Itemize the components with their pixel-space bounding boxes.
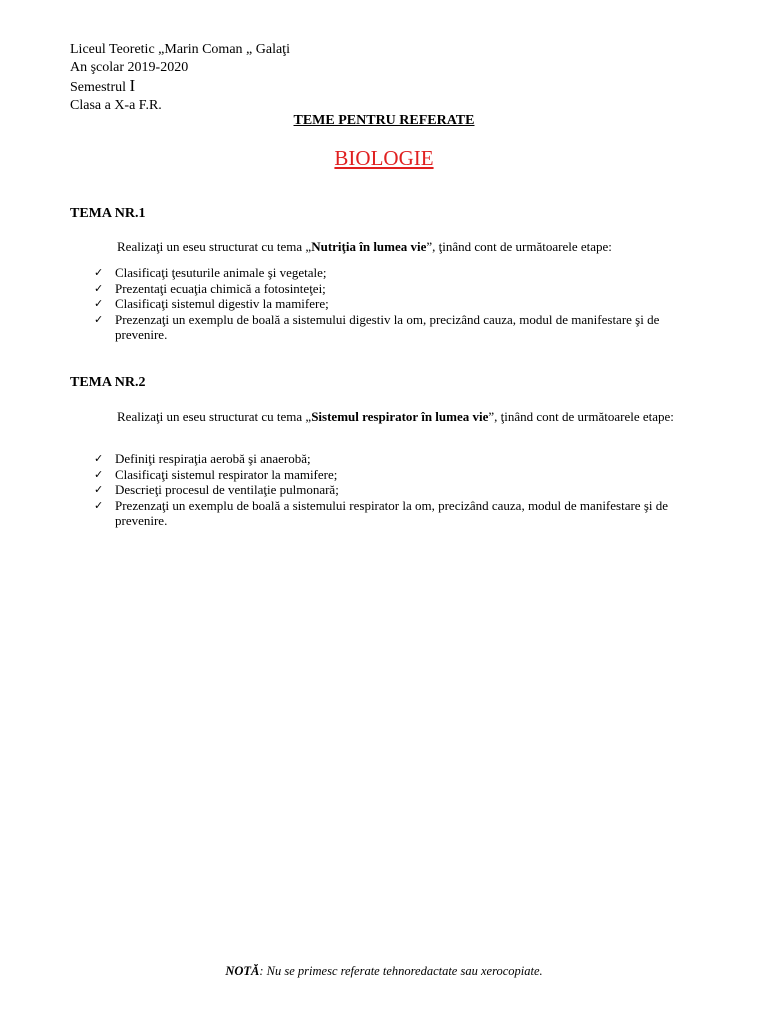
tema-1-topic: Nutriţia în lumea vie [311,239,427,254]
semester [70,77,290,97]
list-item [94,498,704,529]
list-item [94,451,704,467]
tema-2-heading: TEMA NR.2 [70,375,146,390]
document-title: TEME PENTRU REFERATE [293,113,475,128]
checkmark-icon: ✓ [94,483,104,496]
list-item-text: Definiţi respiraţia aerobă şi anaerobă; [115,451,311,466]
list-item [94,296,704,312]
list-item-text: Clasificaţi sistemul respirator la mamifere; [115,466,338,482]
checkmark-icon: ✓ [94,452,104,465]
class-name: Clasa a X-a F.R. [70,98,162,113]
note-text: : Nu se primesc referate tehnoredactate sau xerocopiate. [259,964,543,978]
school-year: An şcolar 2019-2020 [70,60,189,75]
tema-2-intro [70,409,698,425]
semester-label: Semestrul [70,80,126,95]
list-item-text: Clasificaţi sistemul digestiv la mamifere; [115,296,329,311]
checkmark-icon: ✓ [94,297,104,310]
school-name: Liceul Teoretic „Marin Coman „ Galaţi [70,42,290,57]
tema-2-topic: Sistemul respirator în lumea vie [311,409,489,424]
checkmark-icon: ✓ [94,467,104,481]
list-item [94,482,704,498]
list-item-text: Descrieţi procesul de ventilaţie pulmonară; [115,482,339,497]
tema-1-heading: TEMA NR.1 [70,206,146,221]
list-item-text: Clasificaţi ţesuturile animale şi vegetale; [115,265,327,280]
list-item [94,312,704,343]
list-item [94,265,704,281]
list-item-text: Prezentaţi ecuaţia chimică a fotosintеţei; [115,280,326,296]
checkmark-icon: ✓ [94,312,104,326]
note-label: NOTĂ [225,964,260,978]
tema-2-intro-start: Realizaţi un eseu structurat cu tema „ [117,409,312,424]
semester-number: I [129,76,136,95]
list-item-text: Prezenzaţi un exemplu de boală a sistemului respirator la om, precizând cauza, modul de manifestare şi de prevenire. [115,497,669,528]
checkmark-icon: ✓ [94,281,104,295]
subject-title: BIOLOGIE [334,146,434,170]
checkmark-icon: ✓ [94,498,104,512]
tema-2-intro-end: ”, ţinând cont de următoarele etape: [488,409,674,424]
tema-1-checklist [94,265,704,343]
list-item [94,467,704,483]
checkmark-icon: ✓ [94,266,104,279]
list-item-text: Prezenzaţi un exemplu de boală a sistemului digestiv la om, precizând cauza, modul de manifestare şi de prevenire. [115,311,660,342]
tema-2-checklist [94,451,704,529]
tema-1-intro-start: Realizaţi un eseu structurat cu tema „ [117,239,312,254]
document-header [70,41,290,115]
footer-note [0,964,768,979]
list-item [94,281,704,297]
tema-1-intro-end: ”, ţinând cont de următoarele etape: [426,239,612,254]
tema-1-intro [70,239,698,255]
